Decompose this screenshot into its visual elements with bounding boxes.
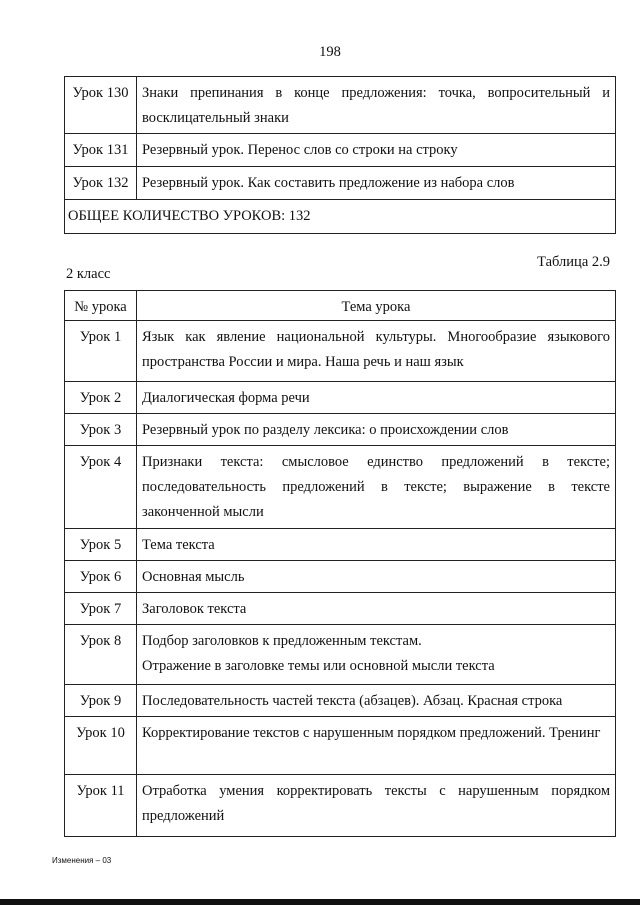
lesson-topic-line: Подбор заголовков к предложенным текстам. <box>142 633 422 649</box>
lesson-number: Урок 11 <box>65 775 137 837</box>
lesson-topic: Последовательность частей текста (абзацев). Абзац. Красная строка <box>137 685 616 717</box>
lesson-topic: Основная мысль <box>137 561 616 593</box>
lesson-number: Урок 8 <box>65 625 137 685</box>
table-row <box>65 775 616 837</box>
total-row <box>65 200 616 234</box>
lesson-number: Урок 3 <box>65 414 137 446</box>
lesson-topic-line: Отражение в заголовке темы или основной мысли текста <box>142 658 495 674</box>
lesson-topic: Язык как явление национальной культуры. Многообразие языкового пространства России и мира. Наша речь и наш язык <box>137 321 616 382</box>
lesson-topic: Знаки препинания в конце предложения: точка, вопросительный и восклицательный знаки <box>137 77 616 134</box>
table-row <box>65 414 616 446</box>
lesson-topic: Корректирование текстов с нарушенным порядком предложений. Тренинг <box>137 717 616 775</box>
lesson-topic: Заголовок текста <box>137 593 616 625</box>
lesson-number: Урок 131 <box>65 134 137 167</box>
lesson-topic: Признаки текста: смысловое единство предложений в тексте; последовательность предложений в тексте; выражение в тексте законченной мысли <box>137 446 616 529</box>
table-row <box>65 446 616 529</box>
total-lessons: ОБЩЕЕ КОЛИЧЕСТВО УРОКОВ: 132 <box>65 200 616 234</box>
header-lesson-topic: Тема урока <box>137 291 616 321</box>
header-lesson-number: № урока <box>65 291 137 321</box>
lesson-number: Урок 130 <box>65 77 137 134</box>
table-row <box>65 685 616 717</box>
table-row <box>65 529 616 561</box>
lesson-topic <box>137 625 616 685</box>
lesson-topic: Резервный урок. Перенос слов со строки на строку <box>137 134 616 167</box>
footer-revision: Изменения – 03 <box>52 856 112 865</box>
scan-edge <box>0 899 640 905</box>
lesson-number: Урок 10 <box>65 717 137 775</box>
table-row <box>65 561 616 593</box>
grade-label: 2 класс <box>66 266 111 282</box>
lesson-number: Урок 6 <box>65 561 137 593</box>
table-row <box>65 382 616 414</box>
lesson-number: Урок 2 <box>65 382 137 414</box>
lesson-topic: Отработка умения корректировать тексты с нарушенным порядком предложений <box>137 775 616 837</box>
lesson-number: Урок 1 <box>65 321 137 382</box>
table-row <box>65 167 616 200</box>
lesson-topic: Диалогическая форма речи <box>137 382 616 414</box>
lesson-topic: Резервный урок. Как составить предложение из набора слов <box>137 167 616 200</box>
table-row <box>65 134 616 167</box>
lesson-topic: Тема текста <box>137 529 616 561</box>
lesson-number: Урок 9 <box>65 685 137 717</box>
lesson-number: Урок 7 <box>65 593 137 625</box>
lessons-table-grade-2 <box>64 290 616 837</box>
table-row <box>65 625 616 685</box>
table-row <box>65 321 616 382</box>
lesson-number: Урок 5 <box>65 529 137 561</box>
lesson-topic: Резервный урок по разделу лексика: о происхождении слов <box>137 414 616 446</box>
lessons-table-grade-1-end <box>64 76 616 234</box>
table-row <box>65 717 616 775</box>
table-header-row <box>65 291 616 321</box>
table-caption: Таблица 2.9 <box>537 254 610 270</box>
page-number: 198 <box>319 44 341 60</box>
table-row <box>65 593 616 625</box>
lesson-number: Урок 132 <box>65 167 137 200</box>
lesson-number: Урок 4 <box>65 446 137 529</box>
table-row <box>65 77 616 134</box>
